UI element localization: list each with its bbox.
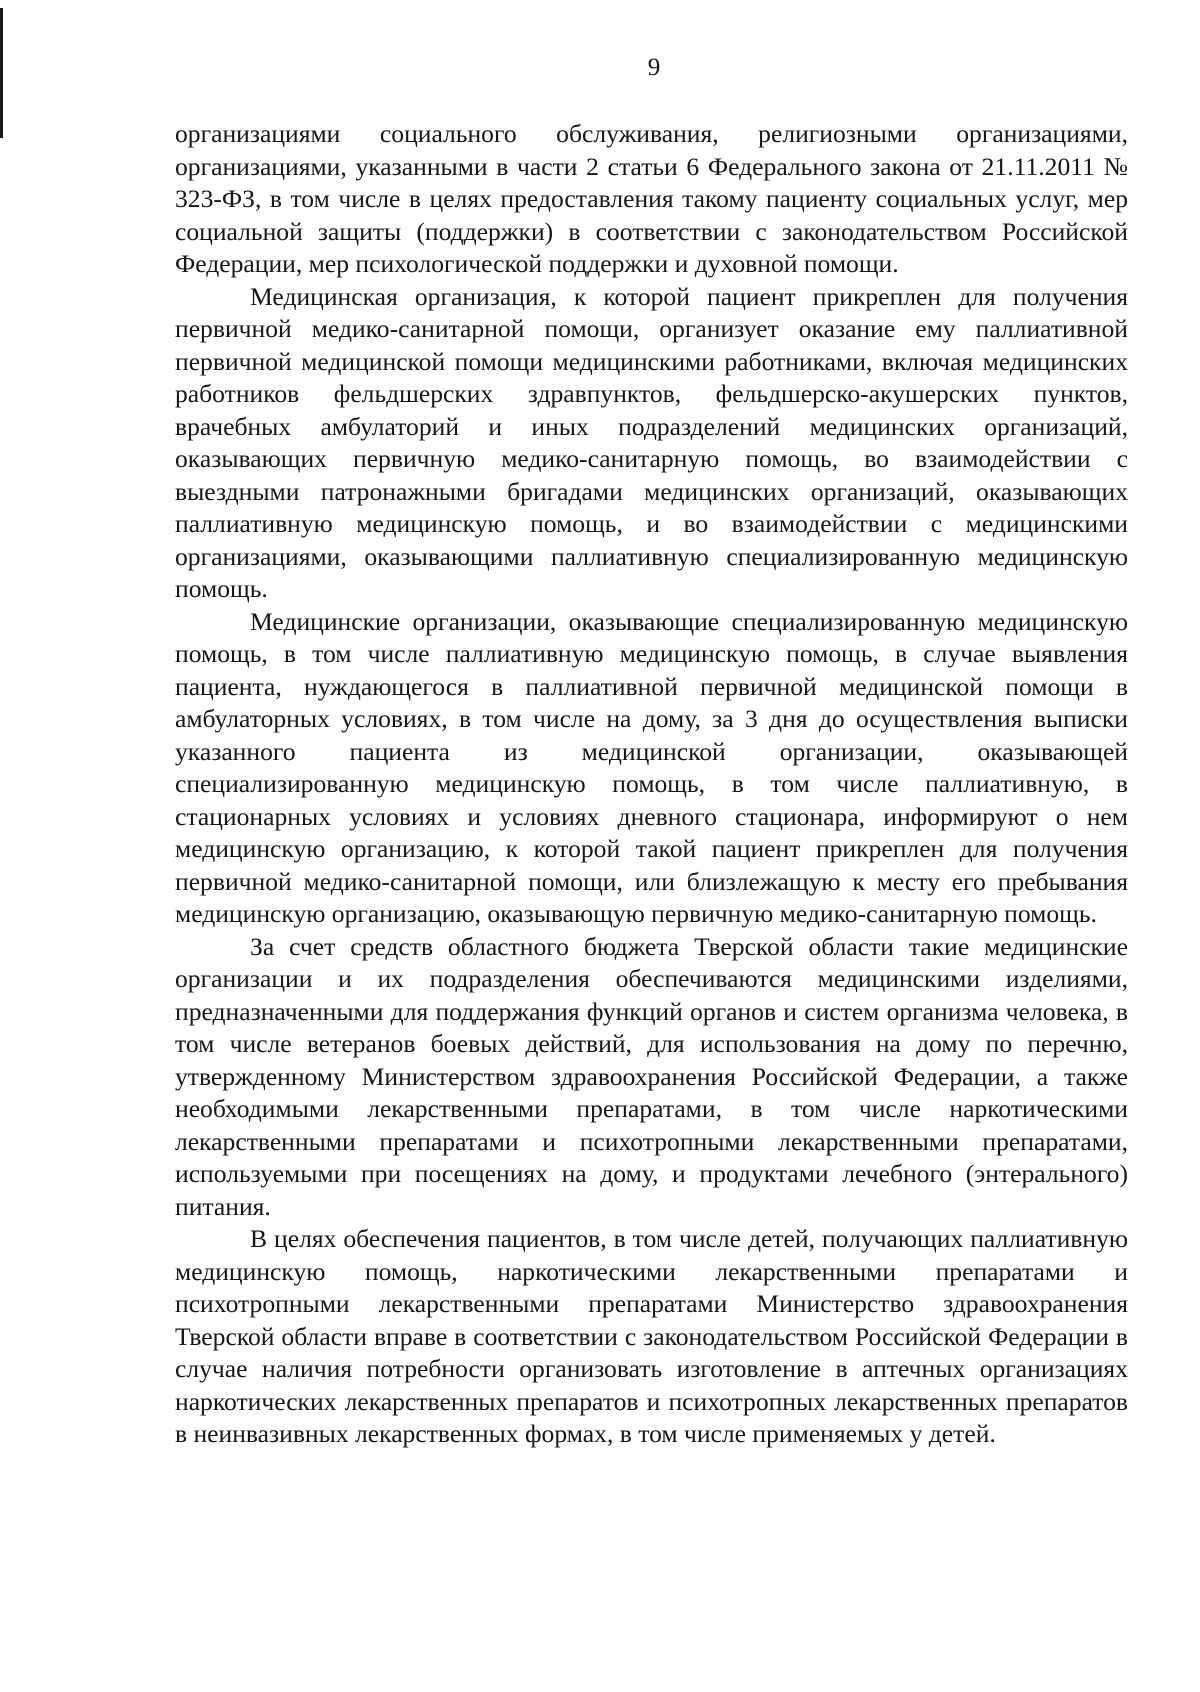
paragraph: Медицинские организации, оказывающие специализированную медицинскую помощь, в том числе паллиативную медицинскую помощь, в случае выявления пациента, нуждающегося в паллиативной первичной медицинской помощи в амбулаторных условиях, в том числе на дому, за 3 дня до осуществления выписки указанного пациента из медицинской организации, оказывающей специализированную медицинскую помощь, в том числе паллиативную, в стационарных условиях и условиях дневного стационара, информируют о нем медицинскую организацию, к которой такой пациент прикреплен для получения первичной медико-санитарной помощи, или близлежащую к месту его пребывания медицинскую организацию, оказывающую первичную медико-санитарную помощь. (175, 606, 1128, 928)
paragraph: За счет средств областного бюджета Тверской области такие медицинские организации и их подразделения обеспечиваются медицинскими изделиями, предназначенными для поддержания функций органов и систем организма человека, в том числе ветеранов боевых действий, для использования на дому по перечню, утвержденному Министерством здравоохранения Российской Федерации, а также необходимыми лекарственными препаратами, в том числе наркотическими лекарственными препаратами и психотропными лекарственными препаратами, используемыми при посещениях на дому, и продуктами лечебного (энтерального) питания. (175, 931, 1128, 1221)
paragraph: В целях обеспечения пациентов, в том числе детей, получающих паллиативную медицинскую помощь, наркотическими лекарственными препаратами и психотропными лекарственными препаратами Министерство здравоохранения Тверской области вправе в соответствии с законодательством Российской Федерации в случае наличия потребности организовать изготовление в аптечных организациях наркотических лекарственных препаратов и психотропных лекарственных препаратов в неинвазивных лекарственных формах, в том числе применяемых у детей. (175, 1224, 1128, 1448)
document-body (175, 118, 1128, 1451)
page-number: 9 (647, 54, 661, 81)
paragraph: Медицинская организация, к которой пациент прикреплен для получения первичной медико-санитарной помощи, организует оказание ему паллиативной первичной медицинской помощи медицинскими работниками, включая медицинских работников фельдшерских здравпунктов, фельдшерско-акушерских пунктов, врачебных амбулаторий и иных подразделений медицинских организаций, оказывающих первичную медико-санитарную помощь, во взаимодействии с выездными патронажными бригадами медицинских организаций, оказывающих паллиативную медицинскую помощь, и во взаимодействии с медицинскими организациями, оказывающими паллиативную специализированную медицинскую помощь. (175, 281, 1128, 603)
paragraph-continuation: организациями социального обслуживания, религиозными организациями, организациями, указанными в части 2 статьи 6 Федерального закона от 21.11.2011 № 323-ФЗ, в том числе в целях предоставления такому пациенту социальных услуг, мер социальной защиты (поддержки) в соответствии с законодательством Российской Федерации, мер психологической поддержки и духовной помощи. (175, 119, 1128, 278)
